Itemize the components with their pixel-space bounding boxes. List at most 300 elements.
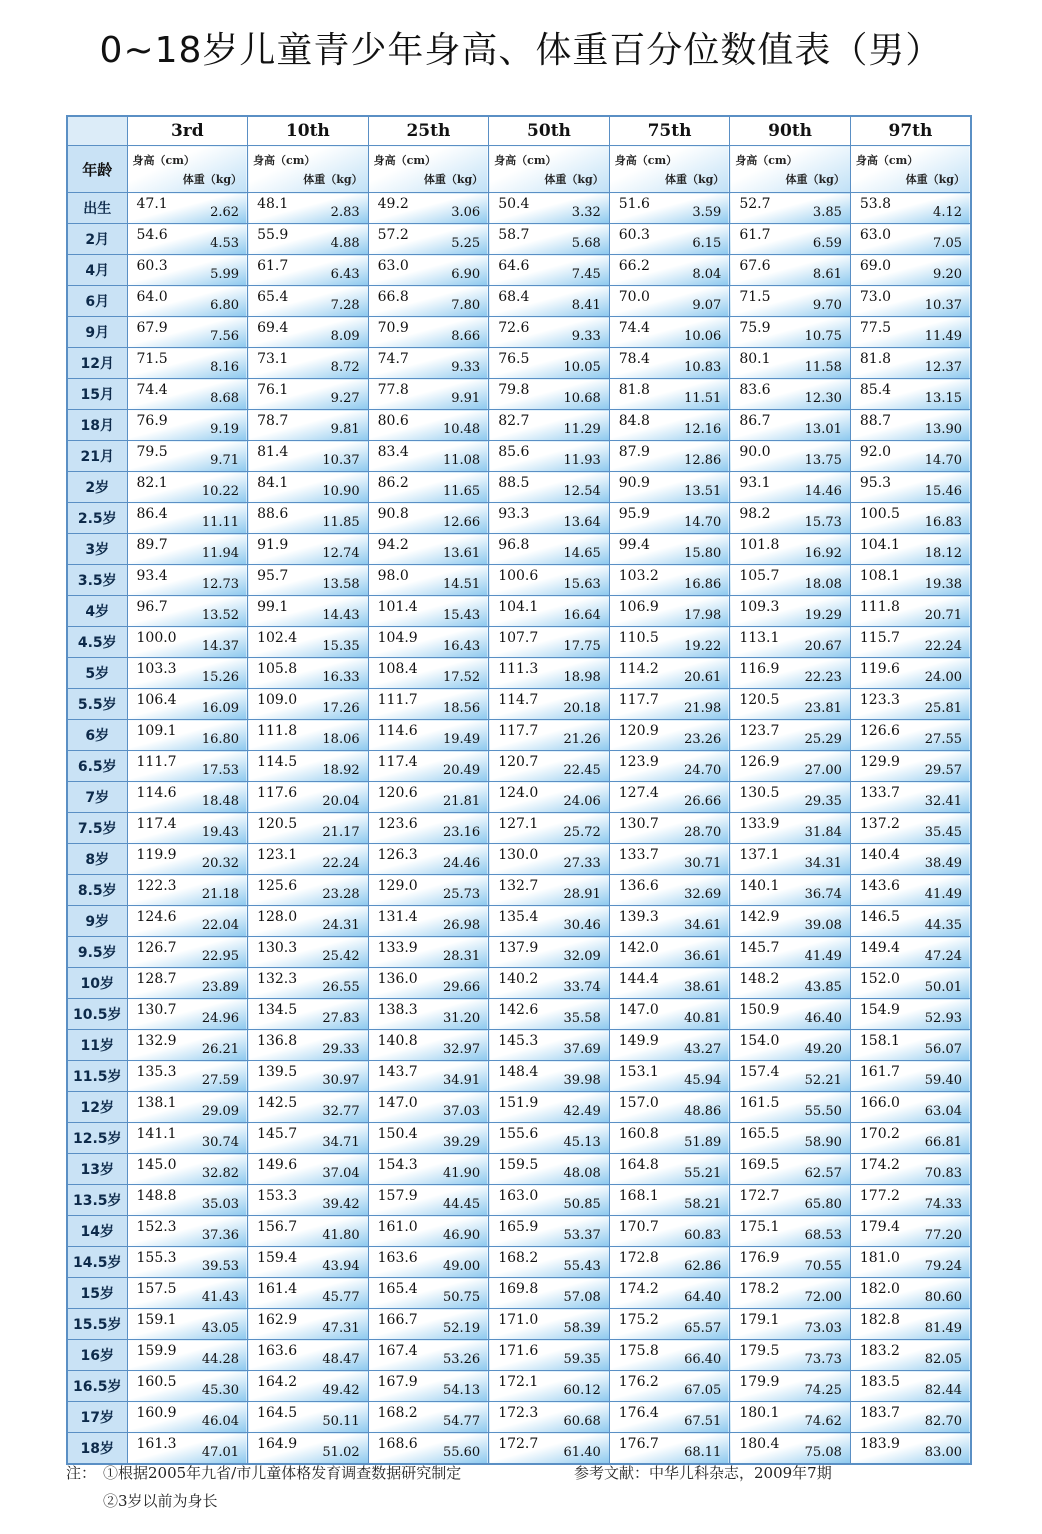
table-row [67, 1123, 971, 1154]
value-cell [730, 255, 851, 286]
weight-value: 12.73 [201, 577, 240, 592]
value-cell [730, 1402, 851, 1433]
height-value: 145.7 [739, 940, 780, 956]
weight-value: 24.70 [684, 763, 722, 778]
value-cell [489, 1278, 610, 1309]
weight-value: 35.03 [201, 1197, 240, 1212]
value-cell [248, 658, 369, 689]
weight-value: 30.71 [684, 856, 722, 871]
height-value: 136.8 [257, 1033, 298, 1049]
weight-value: 22.23 [804, 670, 842, 685]
height-value: 183.7 [859, 1405, 900, 1421]
weight-value: 62.86 [684, 1259, 722, 1274]
value-cell [850, 317, 971, 348]
value-cell [248, 627, 369, 658]
weight-value: 37.36 [201, 1228, 240, 1243]
weight-value: 6.80 [210, 298, 240, 313]
age-cell: 4月 [67, 255, 127, 286]
height-value: 79.8 [498, 382, 530, 398]
height-value: 111.7 [136, 754, 177, 770]
value-cell [489, 1185, 610, 1216]
table-row [67, 441, 971, 472]
footnotes [66, 1462, 972, 1510]
value-cell [730, 1309, 851, 1340]
height-value: 93.4 [136, 568, 168, 584]
height-value: 172.3 [498, 1405, 539, 1421]
height-value: 132.9 [136, 1033, 177, 1049]
weight-value: 34.91 [442, 1073, 481, 1088]
height-value: 117.4 [136, 816, 177, 832]
weight-value: 74.25 [804, 1383, 842, 1398]
value-cell [248, 1185, 369, 1216]
table-row [67, 286, 971, 317]
height-value: 52.7 [739, 196, 771, 212]
value-cell [248, 1371, 369, 1402]
weight-value: 47.01 [201, 1445, 240, 1460]
weight-unit-label: 体重（kg） [664, 173, 725, 186]
height-value: 76.9 [136, 413, 168, 429]
height-value: 140.4 [859, 847, 900, 863]
age-column-header: 年龄 [67, 146, 127, 193]
weight-value: 14.43 [322, 608, 360, 623]
value-cell [609, 565, 730, 596]
weight-value: 2.62 [210, 205, 240, 220]
unit-header-cell [368, 146, 489, 193]
weight-value: 43.05 [201, 1321, 240, 1336]
value-cell [609, 379, 730, 410]
height-value: 147.0 [377, 1095, 418, 1111]
value-cell [127, 813, 248, 844]
percentile-table [66, 115, 972, 1465]
value-cell [609, 782, 730, 813]
weight-value: 70.55 [804, 1259, 842, 1274]
value-cell [248, 472, 369, 503]
value-cell [489, 255, 610, 286]
weight-value: 43.94 [322, 1259, 360, 1274]
value-cell [368, 410, 489, 441]
weight-value: 21.81 [442, 794, 481, 809]
height-value: 140.1 [739, 878, 780, 894]
height-value: 143.6 [859, 878, 900, 894]
weight-value: 10.37 [924, 298, 962, 313]
value-cell [489, 1123, 610, 1154]
weight-value: 46.90 [442, 1228, 481, 1243]
weight-value: 68.53 [804, 1228, 842, 1243]
height-value: 111.7 [377, 692, 418, 708]
value-cell [730, 751, 851, 782]
height-value: 114.5 [257, 754, 298, 770]
age-cell: 12.5岁 [67, 1123, 127, 1154]
height-value: 91.9 [257, 537, 289, 553]
height-value: 78.4 [618, 351, 650, 367]
weight-value: 12.37 [924, 360, 962, 375]
height-value: 95.9 [618, 506, 650, 522]
value-cell [248, 1030, 369, 1061]
height-value: 163.6 [377, 1250, 418, 1266]
value-cell [368, 503, 489, 534]
weight-value: 5.25 [451, 236, 481, 251]
weight-value: 79.24 [924, 1259, 962, 1274]
value-cell [248, 689, 369, 720]
height-value: 84.1 [257, 475, 289, 491]
weight-value: 59.35 [563, 1352, 601, 1367]
height-value: 71.5 [136, 351, 168, 367]
height-value: 73.1 [257, 351, 289, 367]
table-row [67, 348, 971, 379]
height-value: 98.0 [377, 568, 409, 584]
value-cell [609, 534, 730, 565]
table-row [67, 1185, 971, 1216]
value-cell [248, 1092, 369, 1123]
weight-value: 9.91 [451, 391, 481, 406]
height-value: 66.2 [618, 258, 650, 274]
height-value: 81.8 [859, 351, 892, 367]
height-value: 143.7 [377, 1064, 418, 1080]
height-value: 82.7 [498, 413, 530, 429]
weight-value: 12.30 [804, 391, 842, 406]
height-value: 164.2 [257, 1374, 298, 1390]
weight-value: 28.70 [684, 825, 722, 840]
value-cell [730, 782, 851, 813]
weight-value: 15.80 [684, 546, 722, 561]
weight-value: 29.09 [201, 1104, 240, 1119]
value-cell [368, 193, 489, 224]
value-cell [127, 379, 248, 410]
weight-value: 20.71 [924, 608, 962, 623]
age-cell: 7岁 [67, 782, 127, 813]
height-value: 155.3 [136, 1250, 177, 1266]
height-value: 102.4 [257, 630, 298, 646]
height-value: 60.3 [618, 227, 650, 243]
weight-value: 45.94 [684, 1073, 722, 1088]
value-cell [850, 844, 971, 875]
height-value: 123.6 [377, 816, 418, 832]
weight-value: 44.28 [201, 1352, 240, 1367]
height-value: 166.7 [377, 1312, 418, 1328]
table-row [67, 906, 971, 937]
weight-value: 41.90 [442, 1166, 481, 1181]
value-cell [609, 503, 730, 534]
weight-value: 23.28 [322, 887, 360, 902]
value-cell [248, 813, 369, 844]
height-value: 66.8 [377, 289, 409, 305]
height-value: 108.1 [859, 568, 900, 584]
value-cell [368, 1402, 489, 1433]
height-value: 148.2 [739, 971, 780, 987]
weight-value: 22.24 [924, 639, 962, 654]
page-title: 0~18岁儿童青少年身高、体重百分位数值表（男） [99, 30, 943, 71]
value-cell [368, 720, 489, 751]
height-value: 96.7 [136, 599, 168, 615]
weight-value: 9.81 [330, 422, 360, 437]
age-cell: 出生 [67, 193, 127, 224]
weight-value: 29.33 [322, 1042, 360, 1057]
weight-value: 73.73 [804, 1352, 842, 1367]
value-cell [730, 379, 851, 410]
value-cell [368, 658, 489, 689]
value-cell [850, 1092, 971, 1123]
height-value: 109.0 [257, 692, 298, 708]
weight-value: 13.90 [924, 422, 962, 437]
value-cell [127, 255, 248, 286]
weight-value: 16.83 [924, 515, 962, 530]
height-value: 96.8 [498, 537, 530, 553]
value-cell [850, 1154, 971, 1185]
weight-value: 33.74 [563, 980, 601, 995]
value-cell [609, 720, 730, 751]
table-row [67, 1216, 971, 1247]
value-cell [609, 317, 730, 348]
weight-value: 55.21 [684, 1166, 722, 1181]
value-cell [609, 348, 730, 379]
value-cell [850, 1278, 971, 1309]
weight-value: 34.31 [804, 856, 842, 871]
value-cell [248, 1340, 369, 1371]
weight-value: 32.97 [442, 1042, 481, 1057]
height-value: 61.7 [257, 258, 289, 274]
weight-value: 46.40 [804, 1011, 842, 1026]
value-cell [127, 348, 248, 379]
height-value: 86.4 [136, 506, 168, 522]
height-value: 47.1 [136, 196, 168, 212]
height-value: 181.0 [859, 1250, 900, 1266]
weight-value: 22.95 [201, 949, 240, 964]
value-cell [609, 999, 730, 1030]
weight-value: 39.42 [322, 1197, 360, 1212]
weight-value: 81.49 [924, 1321, 962, 1336]
weight-value: 8.04 [692, 267, 722, 282]
height-value: 134.5 [257, 1002, 298, 1018]
height-value: 157.4 [739, 1064, 780, 1080]
age-cell: 3岁 [67, 534, 127, 565]
height-value: 164.5 [257, 1405, 298, 1421]
height-value: 128.0 [257, 909, 298, 925]
height-value: 69.4 [257, 320, 289, 336]
height-value: 133.9 [377, 940, 418, 956]
weight-value: 32.41 [924, 794, 962, 809]
value-cell [609, 1402, 730, 1433]
value-cell [248, 1309, 369, 1340]
value-cell [368, 472, 489, 503]
age-cell: 17岁 [67, 1402, 127, 1433]
height-value: 72.6 [498, 320, 530, 336]
value-cell [368, 813, 489, 844]
percentile-header: 10th [248, 116, 369, 146]
value-cell [609, 658, 730, 689]
weight-value: 8.16 [210, 360, 240, 375]
value-cell [609, 689, 730, 720]
age-cell: 21月 [67, 441, 127, 472]
value-cell [609, 627, 730, 658]
value-cell [730, 317, 851, 348]
value-cell [850, 782, 971, 813]
height-value: 142.5 [257, 1095, 298, 1111]
weight-value: 25.42 [322, 949, 360, 964]
weight-value: 53.37 [563, 1228, 601, 1243]
value-cell [850, 813, 971, 844]
height-unit-label: 身高（cm） [132, 154, 195, 167]
height-value: 142.0 [618, 940, 659, 956]
unit-header-cell [127, 146, 248, 193]
height-value: 80.1 [739, 351, 771, 367]
weight-value: 11.94 [201, 546, 240, 561]
weight-value: 18.48 [201, 794, 240, 809]
height-value: 149.9 [618, 1033, 659, 1049]
weight-value: 3.32 [571, 205, 601, 220]
weight-value: 49.00 [442, 1259, 481, 1274]
weight-value: 10.37 [322, 453, 360, 468]
table-row [67, 596, 971, 627]
weight-value: 39.98 [563, 1073, 601, 1088]
weight-value: 16.09 [201, 701, 240, 716]
value-cell [730, 1216, 851, 1247]
value-cell [489, 627, 610, 658]
weight-value: 20.67 [804, 639, 842, 654]
weight-value: 22.04 [201, 918, 240, 933]
height-value: 104.1 [498, 599, 539, 615]
height-value: 127.4 [618, 785, 659, 801]
height-value: 152.0 [859, 971, 900, 987]
height-value: 160.9 [136, 1405, 177, 1421]
weight-value: 6.15 [692, 236, 722, 251]
table-row [67, 627, 971, 658]
weight-value: 7.80 [451, 298, 481, 313]
value-cell [609, 441, 730, 472]
value-cell [489, 906, 610, 937]
value-cell [127, 503, 248, 534]
value-cell [730, 565, 851, 596]
value-cell [248, 751, 369, 782]
value-cell [248, 999, 369, 1030]
value-cell [850, 1402, 971, 1433]
age-cell: 18月 [67, 410, 127, 441]
weight-value: 10.68 [563, 391, 601, 406]
height-value: 101.4 [377, 599, 418, 615]
height-value: 54.6 [136, 227, 168, 243]
value-cell [850, 565, 971, 596]
weight-value: 28.91 [563, 887, 601, 902]
value-cell [730, 534, 851, 565]
value-cell [850, 875, 971, 906]
value-cell [609, 1340, 730, 1371]
weight-value: 44.45 [442, 1197, 481, 1212]
unit-header-row [67, 146, 971, 193]
weight-value: 32.82 [201, 1166, 240, 1181]
height-value: 152.3 [136, 1219, 177, 1235]
unit-header-cell [489, 146, 610, 193]
value-cell [730, 658, 851, 689]
weight-value: 16.33 [322, 670, 360, 685]
height-value: 117.7 [618, 692, 659, 708]
height-value: 93.3 [498, 506, 530, 522]
value-cell [609, 193, 730, 224]
height-value: 145.7 [257, 1126, 298, 1142]
height-value: 88.7 [859, 413, 892, 429]
value-cell [730, 441, 851, 472]
table-row [67, 689, 971, 720]
height-value: 94.2 [377, 537, 409, 553]
value-cell [489, 1340, 610, 1371]
height-value: 83.4 [377, 444, 409, 460]
height-unit-label: 身高（cm） [253, 154, 316, 167]
value-cell [489, 1092, 610, 1123]
value-cell [489, 534, 610, 565]
value-cell [609, 1309, 730, 1340]
weight-unit-label: 体重（kg） [544, 173, 604, 186]
table-row [67, 999, 971, 1030]
value-cell [850, 224, 971, 255]
weight-value: 24.00 [924, 670, 962, 685]
value-cell [127, 1371, 248, 1402]
height-value: 148.4 [498, 1064, 539, 1080]
weight-value: 19.49 [442, 732, 481, 747]
height-value: 158.1 [859, 1033, 900, 1049]
weight-value: 36.61 [684, 949, 722, 964]
weight-value: 36.74 [804, 887, 842, 902]
weight-value: 26.66 [684, 794, 722, 809]
height-value: 179.4 [859, 1219, 900, 1235]
weight-value: 13.58 [322, 577, 360, 592]
table-row [67, 782, 971, 813]
height-value: 64.0 [136, 289, 168, 305]
weight-value: 24.96 [201, 1011, 240, 1026]
height-value: 169.8 [498, 1281, 539, 1297]
weight-value: 65.57 [684, 1321, 722, 1336]
weight-value: 82.70 [924, 1414, 962, 1429]
height-value: 179.9 [739, 1374, 780, 1390]
reference-text: 参考文献：中华儿科杂志，2009年7期 [574, 1464, 832, 1482]
weight-value: 57.08 [563, 1290, 601, 1305]
height-value: 67.9 [136, 320, 168, 336]
weight-value: 29.57 [924, 763, 962, 778]
value-cell [248, 1433, 369, 1465]
height-value: 106.4 [136, 692, 177, 708]
table-row [67, 1340, 971, 1371]
weight-value: 72.00 [804, 1290, 842, 1305]
weight-value: 15.26 [201, 670, 240, 685]
weight-value: 47.31 [322, 1321, 360, 1336]
table-row [67, 720, 971, 751]
weight-value: 13.61 [442, 546, 481, 561]
value-cell [368, 1123, 489, 1154]
value-cell [609, 875, 730, 906]
weight-value: 21.18 [201, 887, 240, 902]
height-value: 74.4 [618, 320, 650, 336]
weight-value: 37.04 [322, 1166, 360, 1181]
value-cell [609, 751, 730, 782]
table-row [67, 255, 971, 286]
weight-value: 14.70 [924, 453, 962, 468]
height-value: 73.0 [859, 289, 892, 305]
height-value: 179.5 [739, 1343, 780, 1359]
corner-cell [67, 116, 127, 146]
height-value: 129.9 [859, 754, 900, 770]
weight-unit-label: 体重（kg） [785, 173, 845, 186]
weight-value: 11.51 [684, 391, 722, 406]
value-cell [489, 1154, 610, 1185]
value-cell [730, 937, 851, 968]
value-cell [248, 410, 369, 441]
height-value: 84.8 [618, 413, 650, 429]
height-value: 105.7 [739, 568, 780, 584]
value-cell [850, 1061, 971, 1092]
value-cell [489, 503, 610, 534]
weight-value: 4.88 [330, 236, 360, 251]
value-cell [489, 1402, 610, 1433]
weight-value: 21.26 [563, 732, 601, 747]
weight-value: 32.77 [322, 1104, 360, 1119]
value-cell [850, 1123, 971, 1154]
